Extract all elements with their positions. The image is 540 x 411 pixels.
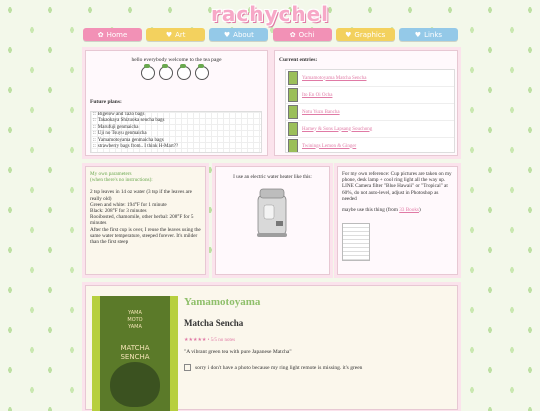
tea-rating: ★★★★★ • 5/5 no notes	[184, 338, 236, 343]
param-line: Green and white: 194°F for 1 minute	[90, 201, 167, 208]
nav-label: Links	[424, 30, 443, 39]
param-line: After the first cup is over, I reuse the leaves using the same water temperature, steeped forever. It's milder than the first steep	[90, 226, 201, 246]
tea-quote: "A vibrant green tea with pure Japanese Matcha"	[184, 349, 292, 355]
entry-row[interactable]	[286, 104, 454, 121]
pkg-product-text: SENCHA	[120, 353, 150, 361]
plan-item: :: strawberry bags from.. I think H-Mart??	[93, 144, 179, 150]
entry-link[interactable]: Yamamotoyama Matcha Sencha	[302, 75, 367, 81]
nav-links[interactable]	[399, 28, 458, 41]
entry-row[interactable]	[286, 87, 454, 104]
water-heater-panel	[215, 166, 330, 275]
cat-icon	[159, 66, 173, 80]
future-plans-list[interactable]	[90, 111, 262, 153]
pkg-brand-text: YAMA	[128, 324, 142, 330]
broken-image-icon	[184, 364, 191, 371]
nav-about[interactable]	[209, 28, 268, 41]
reference-screenshot	[342, 223, 370, 261]
parameters-panel	[85, 166, 206, 275]
tea-thumbnail	[288, 139, 298, 153]
tea-thumbnail	[288, 122, 298, 136]
welcome-text: hello everybody welcome to the tea page	[131, 57, 222, 63]
reference-maybe: maybe use this thing (from 33 Books)	[342, 207, 421, 214]
tea-name-title: Matcha Sencha	[184, 318, 244, 328]
pkg-product-text: MATCHA	[120, 344, 150, 352]
heater-caption: I use an electric water heater like this:	[233, 174, 312, 180]
nav-graphics[interactable]	[336, 28, 395, 41]
nav-ochi[interactable]	[273, 28, 332, 41]
33-books-link[interactable]: 33 Books	[399, 207, 419, 214]
bullet-icon: ::	[93, 112, 96, 117]
bullet-icon: ::	[93, 144, 96, 150]
plan-item: :: Yamamotoyama genmaicha bags	[93, 137, 164, 143]
tea-brand-title: Yamamotoyama	[184, 296, 261, 308]
heart-icon: ♥	[223, 30, 231, 39]
param-line: Rooibosted, chamomile, other herbal: 208°F for 5 minutes	[90, 214, 194, 227]
site-logo[interactable]: rachychel	[210, 2, 329, 26]
pkg-brand-text: YAMA	[128, 310, 142, 316]
main-nav	[83, 28, 458, 42]
entry-row[interactable]	[286, 121, 454, 138]
nav-home[interactable]	[83, 28, 142, 41]
entry-row[interactable]	[286, 70, 454, 87]
param-line: 2 tsp leaves in 14 oz water (3 tsp if the leaves are really old)	[90, 189, 192, 202]
heart-icon: ♥	[345, 30, 352, 39]
nav-label: Home	[106, 30, 128, 39]
cat-decoration	[141, 66, 211, 90]
tea-thumbnail	[288, 105, 298, 119]
nav-label: Art	[175, 30, 186, 39]
cat-icon	[195, 66, 209, 80]
current-entries-title: Current entries:	[279, 57, 318, 63]
bullet-icon: ::	[93, 137, 96, 143]
tea-leaves-icon	[110, 362, 160, 407]
tea-thumbnail	[288, 88, 298, 102]
tea-thumbnail	[288, 71, 298, 85]
cat-icon	[177, 66, 191, 80]
nav-art[interactable]	[146, 28, 205, 41]
entry-link[interactable]: Notu Yuzu Bancha	[302, 109, 340, 115]
reference-text: For my own reference: Cup pictures are taken on my phone, desk lamp + cool ring light all the way up. LINE Camera filter "Blue Hawaii" or "Tropical" at 60%, do not auto-level, adjust in Photoshop as needed	[342, 171, 452, 202]
plan-item: :: Bigelow and Tazo bags	[93, 112, 145, 117]
entries-list[interactable]	[285, 69, 455, 153]
nav-label: Ochi	[298, 30, 315, 39]
flower-icon: ✿	[289, 30, 296, 39]
current-entries-panel	[274, 50, 458, 156]
plan-item: :: Takaokaya Shizuoka sencha bags	[93, 118, 165, 124]
reference-panel	[337, 166, 458, 275]
parameters-title: My own parameters	[90, 171, 132, 177]
plan-item: :: Marufuji genmaicha	[93, 124, 139, 130]
nav-label: About	[233, 30, 254, 39]
heart-icon: ♥	[414, 30, 422, 39]
entry-link[interactable]: Twinings Lemon & Ginger	[302, 143, 357, 149]
cat-icon	[141, 66, 155, 80]
future-plans-title: Future plans:	[90, 99, 122, 105]
bullet-icon: ::	[93, 131, 96, 137]
nav-label: Graphics	[354, 30, 386, 39]
bullet-icon: ::	[93, 118, 96, 124]
heart-icon: ♥	[165, 30, 173, 39]
plan-item: :: Uji no Tsuyu genmaicha	[93, 131, 147, 137]
flower-icon: ✿	[97, 30, 104, 39]
tea-package-image	[92, 296, 178, 411]
welcome-panel	[85, 50, 268, 156]
pkg-brand-text: MOTO	[127, 317, 143, 323]
tea-entry-panel	[85, 285, 458, 410]
entry-link[interactable]: Ito En Oi Ocha	[302, 92, 333, 98]
water-heater-image	[252, 185, 292, 240]
no-image-note: sorry i don't have a photo because my ring light remote is missing. it's green	[184, 364, 454, 371]
entry-row[interactable]	[286, 138, 454, 153]
parameters-subtitle: (when there's no instructions):	[90, 177, 153, 184]
param-line: Black: 208°F for 3 minutes	[90, 208, 147, 215]
bullet-icon: ::	[93, 124, 96, 130]
entry-link[interactable]: Harney & Sons Lapsang Souchong	[302, 126, 373, 132]
